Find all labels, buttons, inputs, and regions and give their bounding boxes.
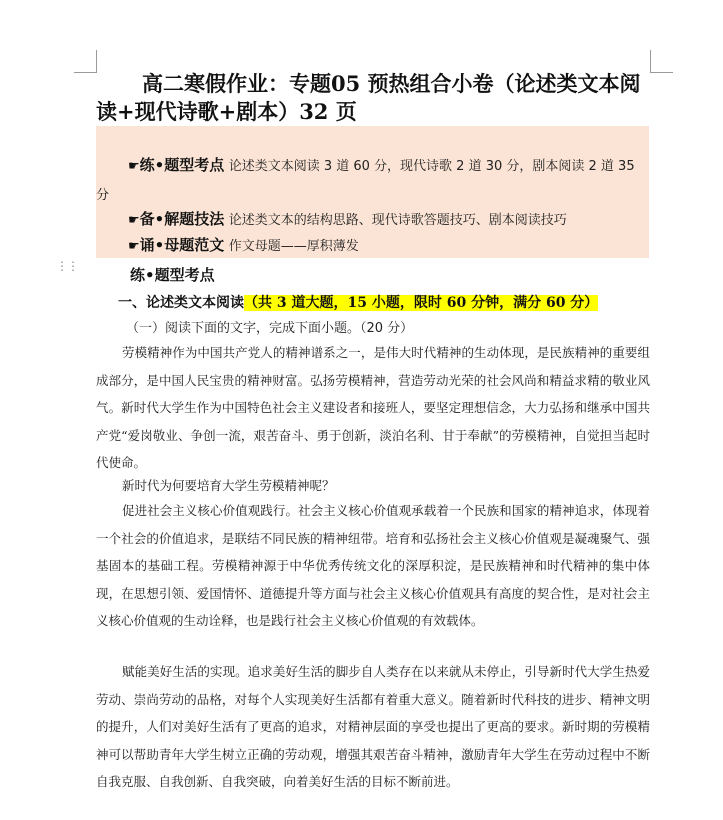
sub-heading: （一）阅读下面的文字，完成下面小题。（20 分） — [126, 321, 414, 336]
summary-item-text: 论述类文本的结构思路、现代诗歌答题技巧、剧本阅读技巧 — [228, 213, 567, 228]
body-paragraph: 新时代为何要培育大学生劳模精神呢？ — [122, 478, 335, 493]
document-title: 高二寒假作业：专题05 预热组合小卷（论述类文本阅读+现代诗歌+剧本）32 页 — [96, 71, 641, 124]
pointing-hand-icon: ☛ — [128, 213, 140, 228]
pointing-hand-icon: ☛ — [128, 159, 140, 174]
summary-item-wrap: 分 — [96, 188, 110, 203]
part-heading-label: 一、论述类文本阅读 — [118, 295, 244, 311]
margin-corner-mark-top-right — [650, 50, 673, 73]
part-heading-highlight: （共 3 道大题，15 小题，限时 60 分钟，满分 60 分） — [244, 295, 599, 311]
body-paragraph: 劳模精神作为中国共产党人的精神谱系之一，是伟大时代精神的生动体现，是民族精神的重要组成部分，是中国人民宝贵的精神财富。弘扬劳模精神，营造劳动光荣的社会风尚和精益求精的敬业风气。新时代大学生作为中国特色社会主义建设者和接班人，要坚定理想信念，大力弘扬和继承中国共产党“爱岗敬业、争创一流，艰苦奋斗、勇于创新，淡泊名利、甘于奉献”的劳模精神，自觉担当起时代使命。 — [96, 345, 650, 471]
body-paragraph: 促进社会主义核心价值观践行。社会主义核心价值观承载着一个民族和国家的精神追求，体现着一个社会的价值追求，是联结不同民族的精神纽带。培育和弘扬社会主义核心价值观是凝魂聚气、强基固本的基础工程。劳模精神源于中华优秀传统文化的深厚积淀，是民族精神和时代精神的集中体现，在思想引领、爱国情怀、道德提升等方面与社会主义核心价值观具有高度的契合性，是对社会主义核心价值观的生动诠释，也是践行社会主义核心价值观的有效载体。 — [96, 503, 650, 629]
summary-item-practice — [96, 151, 649, 181]
margin-corner-mark-top-left — [74, 50, 97, 73]
summary-item-label: 备•解题技法 — [139, 210, 225, 228]
summary-item-text: 论述类文本阅读 3 道 60 分，现代诗歌 2 道 30 分，剧本阅读 2 道 35 — [228, 159, 635, 174]
summary-item-label: 练•题型考点 — [139, 156, 225, 174]
section-heading: 练•题型考点 — [130, 266, 215, 284]
summary-item-label: 诵•母题范文 — [139, 236, 225, 254]
body-paragraph: 赋能美好生活的实现。追求美好生活的脚步自人类存在以来就从未停止，引导新时代大学生热爱劳动、崇尚劳动的品格，对每个人实现美好生活都有着重大意义。随着新时代科技的进步、精神文明的提升，人们对美好生活有了更高的追求，对精神层面的享受也提出了更高的要求。新时期的劳模精神可以帮助青年大学生树立正确的劳动观，增强其艰苦奋斗精神，激励青年大学生在劳动过程中不断自我克服、自我创新、自我突破，向着美好生活的目标不断前进。 — [96, 664, 650, 790]
pointing-hand-icon: ☛ — [128, 239, 140, 254]
summary-item-text: 作文母题——厚积薄发 — [228, 239, 359, 254]
summary-item-essay — [96, 231, 649, 261]
part-heading — [118, 292, 598, 312]
paragraph-drag-handle-icon[interactable]: ⋮⋮ — [56, 259, 78, 273]
